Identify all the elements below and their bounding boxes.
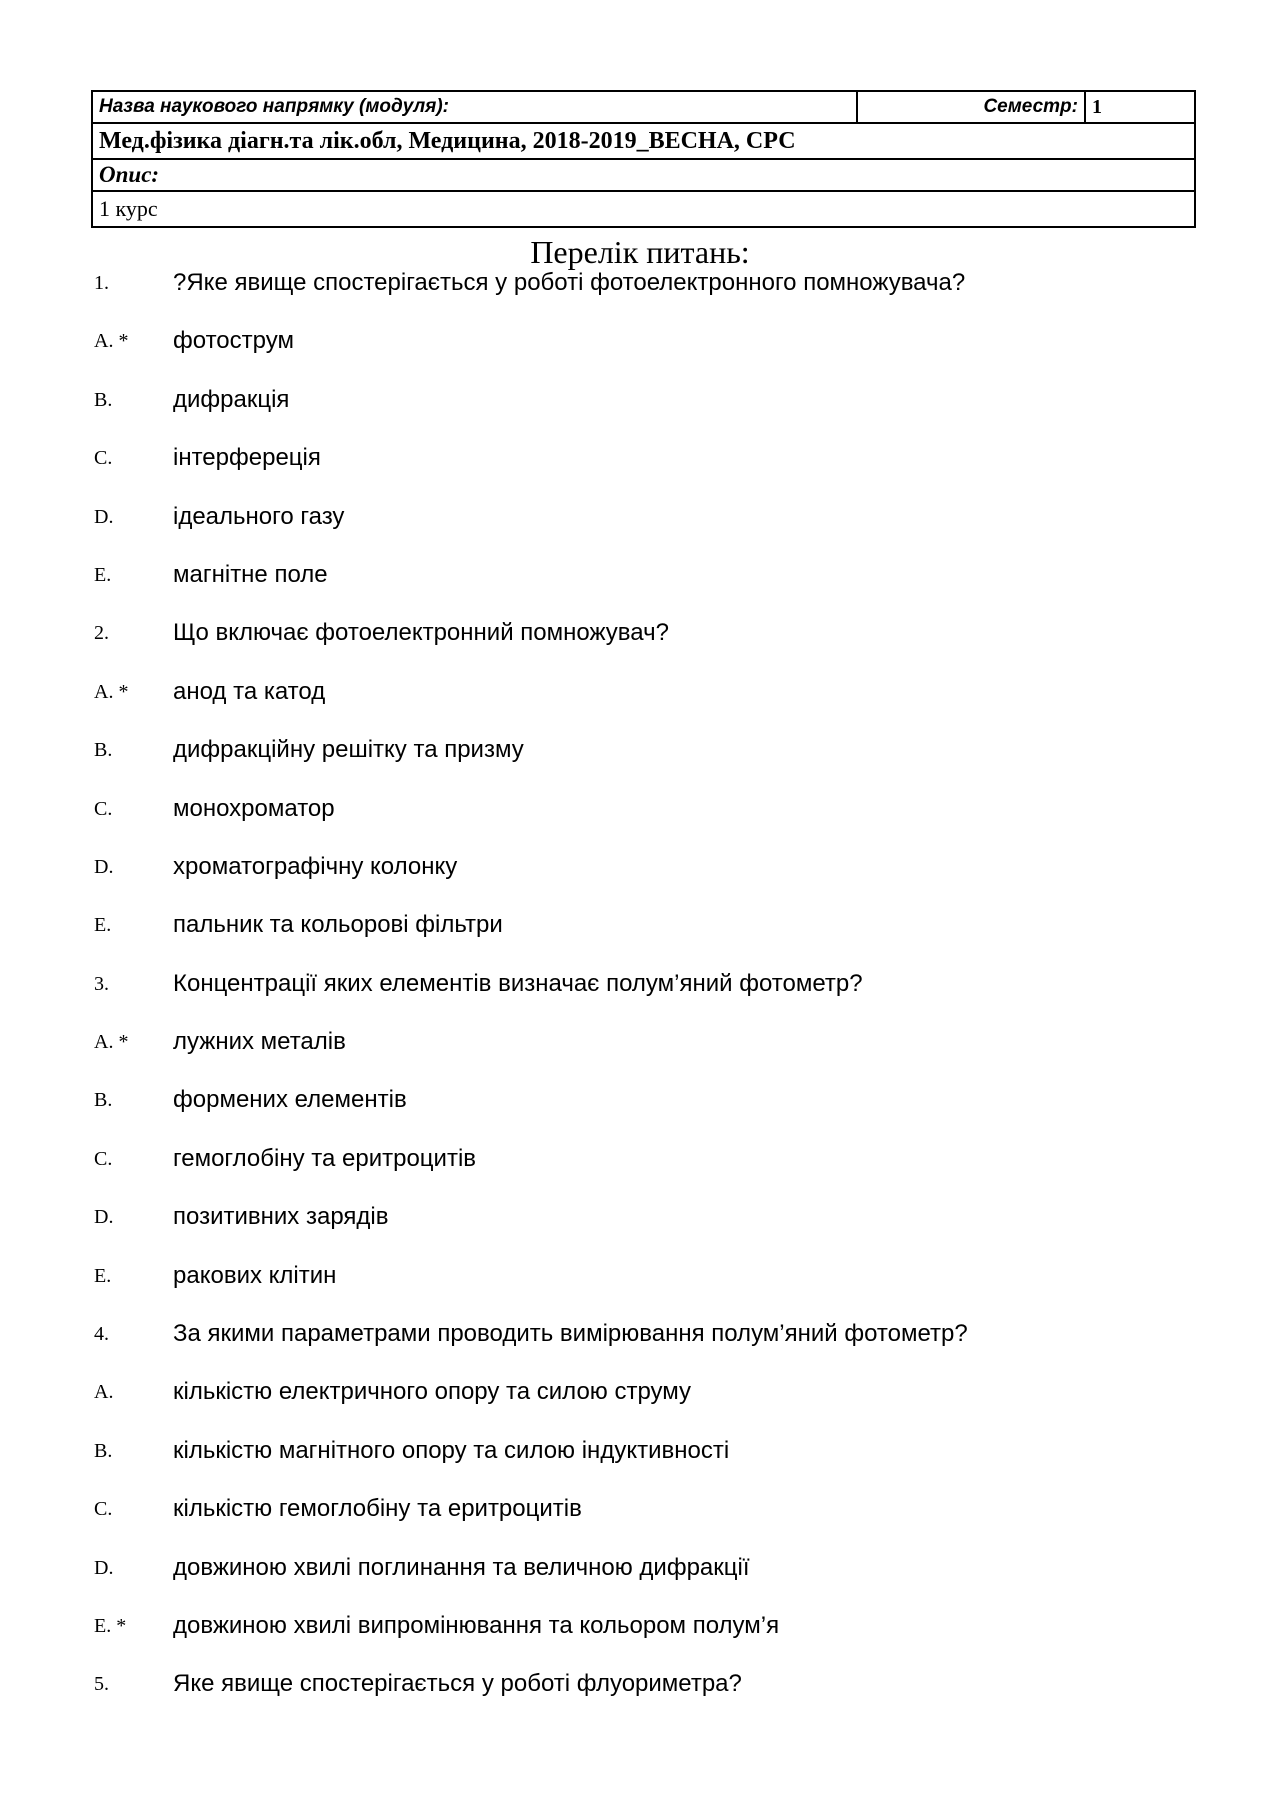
answer-text: ідеального газу <box>173 502 345 530</box>
answer-option <box>0 912 1280 970</box>
answer-option <box>0 1029 1280 1087</box>
answer-option <box>0 1263 1280 1321</box>
answer-option <box>0 1204 1280 1262</box>
question-text: ?Яке явище спостерігається у роботі фотоелектронного помножувача? <box>173 269 966 296</box>
answer-option <box>0 796 1280 854</box>
question-item <box>0 620 1280 678</box>
item-marker: A. * <box>94 680 129 703</box>
answer-option <box>0 328 1280 386</box>
answer-text: кількістю магнітного опору та силою індуктивності <box>173 1436 730 1464</box>
answer-text: довжиною хвилі поглинання та величною дифракції <box>173 1553 750 1581</box>
answer-option <box>0 445 1280 503</box>
answer-option <box>0 504 1280 562</box>
answer-text: дифракційну решітку та призму <box>173 736 524 764</box>
answer-option <box>0 737 1280 795</box>
item-marker: B. <box>94 739 113 762</box>
question-text: Концентрації яких елементів визначає полум’яний фотометр? <box>173 969 863 997</box>
item-marker: D. <box>94 505 114 528</box>
answer-text: довжиною хвилі випромінювання та кольором полум’я <box>173 1611 780 1639</box>
answer-text: монохроматор <box>173 794 335 822</box>
item-marker: 5. <box>94 1673 109 1696</box>
answer-text: позитивних зарядів <box>173 1203 389 1231</box>
answer-text: кількістю гемоглобіну та еритроцитів <box>173 1495 582 1523</box>
item-marker: A. <box>94 1381 114 1404</box>
answer-option <box>0 387 1280 445</box>
question-list <box>0 270 1280 1730</box>
answer-text: формених елементів <box>173 1086 407 1114</box>
item-marker: 2. <box>94 622 109 645</box>
description-value: 1 курс <box>92 191 1195 227</box>
list-title: Перелік питань: <box>530 234 750 270</box>
answer-text: ракових клітин <box>173 1261 337 1289</box>
answer-text: фотострум <box>173 327 294 355</box>
question-item <box>0 270 1280 328</box>
answer-text: кількістю електричного опору та силою струму <box>173 1378 692 1406</box>
item-marker: E. <box>94 563 112 586</box>
answer-option <box>0 854 1280 912</box>
answer-text: магнітне поле <box>173 560 328 588</box>
item-marker: C. <box>94 447 113 470</box>
answer-option <box>0 679 1280 737</box>
answer-text: анод та катод <box>173 677 326 705</box>
item-marker: B. <box>94 1089 113 1112</box>
answer-text: дифракція <box>173 385 290 413</box>
answer-option <box>0 1555 1280 1613</box>
answer-text: гемоглобіну та еритроцитів <box>173 1144 477 1172</box>
question-text: Яке явище спостерігається у роботі флуориметра? <box>173 1670 742 1698</box>
answer-option <box>0 1438 1280 1496</box>
answer-option <box>0 1613 1280 1671</box>
answer-option <box>0 1379 1280 1437</box>
answer-text: лужних металів <box>173 1028 346 1056</box>
item-marker: B. <box>94 388 113 411</box>
item-marker: D. <box>94 855 114 878</box>
item-marker: E. <box>94 1264 112 1287</box>
answer-option <box>0 1087 1280 1145</box>
question-item <box>0 971 1280 1029</box>
question-text: Що включає фотоелектронний помножувач? <box>173 619 669 647</box>
question-text: За якими параметрами проводить вимірювання полум’яний фотометр? <box>173 1320 968 1348</box>
item-marker: 3. <box>94 972 109 995</box>
semester-label: Семестр: <box>857 91 1085 123</box>
answer-text: пальник та кольорові фільтри <box>173 911 503 939</box>
answer-text: хроматографічну колонку <box>173 852 458 880</box>
item-marker: E. <box>94 914 112 937</box>
semester-value: 1 <box>1085 91 1195 123</box>
item-marker: 1. <box>94 272 109 294</box>
item-marker: D. <box>94 1206 114 1229</box>
question-item <box>0 1321 1280 1379</box>
item-marker: B. <box>94 1439 113 1462</box>
item-marker: C. <box>94 797 113 820</box>
item-marker: E. * <box>94 1614 127 1637</box>
answer-option <box>0 1146 1280 1204</box>
module-label: Назва наукового напрямку (модуля): <box>92 91 857 123</box>
answer-option <box>0 1496 1280 1554</box>
answer-option <box>0 562 1280 620</box>
description-label: Опис: <box>92 159 1195 191</box>
question-item <box>0 1671 1280 1729</box>
item-marker: D. <box>94 1556 114 1579</box>
item-marker: C. <box>94 1147 113 1170</box>
course-title: Мед.фізика діагн.та лік.обл, Медицина, 2018-2019_ВЕСНА, СРС <box>92 123 1195 159</box>
answer-text: інтерфереція <box>173 444 321 472</box>
item-marker: C. <box>94 1498 113 1521</box>
item-marker: 4. <box>94 1323 109 1346</box>
item-marker: A. * <box>94 330 129 353</box>
header-table <box>91 90 1196 228</box>
item-marker: A. * <box>94 1031 129 1054</box>
